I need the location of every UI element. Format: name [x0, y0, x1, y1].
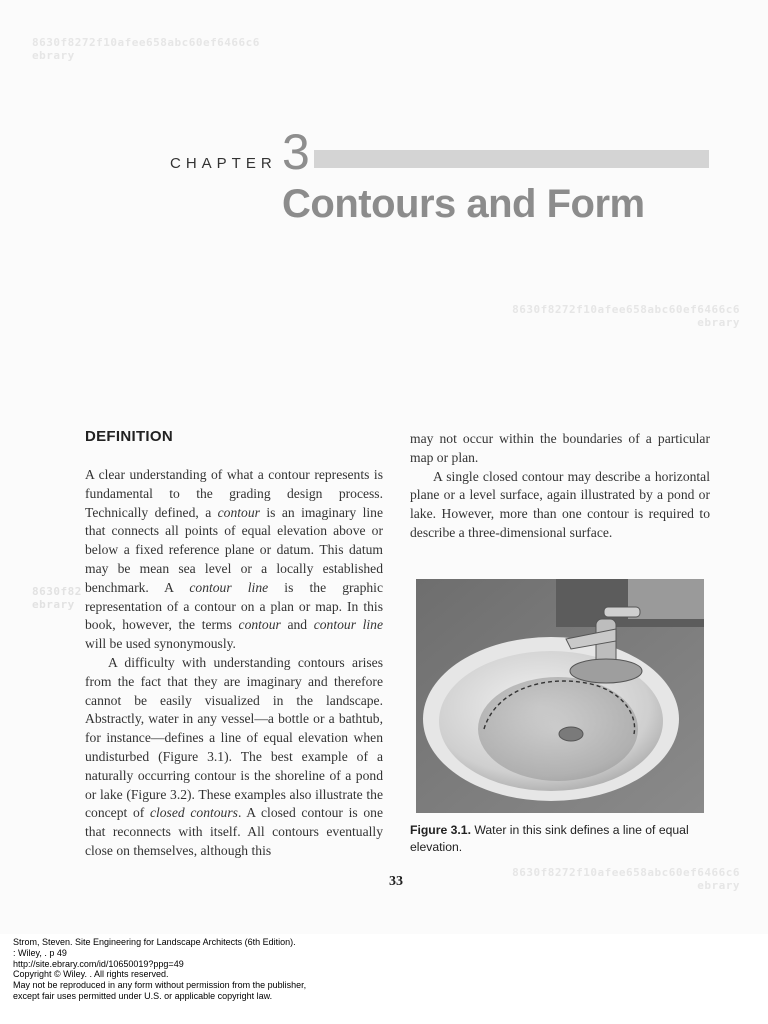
watermark-hash: 8630f8272f10afee658abc60ef6466c6	[32, 36, 260, 49]
watermark-hash: 8630f8272f10afee658abc60ef6466c6	[512, 866, 740, 879]
watermark-ebrary: ebrary	[32, 598, 75, 611]
emphasis: contour	[217, 504, 260, 520]
footer-line: Strom, Steven. Site Engineering for Landscape Architects (6th Edition).	[13, 937, 296, 947]
water-surface	[478, 677, 638, 781]
caption-label: Figure 3.1.	[410, 823, 471, 837]
emphasis: closed contours	[149, 805, 238, 821]
footer-line: Copyright © Wiley. . All rights reserved.	[13, 969, 169, 980]
section-heading: DEFINITION	[85, 428, 173, 445]
watermark-hash: 8630f8272f10afee658abc60ef6466c6	[512, 303, 740, 316]
footer-line: http://site.ebrary.com/id/10650019?ppg=49	[13, 958, 184, 969]
sink-illustration	[416, 579, 704, 813]
text-run: and	[280, 617, 314, 633]
chapter-label: CHAPTER	[170, 155, 277, 172]
body-column-right	[410, 430, 710, 543]
page-number: 33	[389, 874, 403, 889]
figure-caption	[410, 822, 710, 856]
drain	[559, 727, 583, 741]
footer-line: May not be reproduced in any form without permission from the publisher,	[13, 980, 307, 991]
faucet-base	[570, 659, 642, 683]
paragraph: A single closed contour may describe a horizontal plane or a level surface, again illustrated by a pond or lake. However, more than one contour is required to describe a three-dimensional surface.	[410, 468, 710, 540]
watermark-bottom-right	[512, 866, 740, 892]
emphasis: contour	[238, 617, 281, 633]
chapter-number: 3	[282, 124, 310, 180]
footer-line: : Wiley, . p 49	[13, 947, 67, 958]
citation-footer	[13, 937, 306, 1002]
emphasis: contour line	[189, 579, 269, 595]
figure-sink-photo	[416, 579, 704, 813]
watermark-top-left	[32, 36, 260, 62]
emphasis: contour line	[313, 617, 383, 633]
paragraph	[85, 466, 383, 654]
watermark-mid-right	[512, 303, 740, 329]
faucet-handle	[604, 607, 640, 617]
paragraph	[85, 654, 383, 861]
body-column-left	[85, 466, 383, 861]
watermark-ebrary: ebrary	[697, 879, 740, 892]
text-run: . A closed contour is one that reconnects with itself. All contours eventually close on themselves, although this	[85, 805, 383, 858]
text-run: will be used synonymously.	[85, 636, 236, 652]
paragraph: may not occur within the boundaries of a particular map or plan.	[410, 431, 710, 465]
text-run: is the graphic representation of a contour on a plan or map. In this book, however, the terms	[85, 579, 383, 633]
watermark-left-margin	[32, 585, 82, 611]
chapter-title: Contours and Form	[282, 182, 645, 226]
watermark-ebrary: ebrary	[697, 316, 740, 329]
watermark-hash-partial: 8630f82	[32, 585, 82, 598]
caption-text: Water in this sink defines a line of equal elevation.	[410, 823, 689, 854]
text-run: A difficulty with understanding contours arises from the fact that they are imaginary and therefore cannot be easily visualized in the landscape. Abstractly, water in any vessel—a bottle or a bathtub, for instance—defines a line of equal elevation when undisturbed (Figure 3.1). The best example of a naturally occurring contour is the shoreline of a pond or lake (Figure 3.2). These examples also illustrate the concept of	[85, 654, 383, 821]
chapter-rule-bar	[314, 150, 709, 168]
text-run: is an imaginary line that connects all points of equal elevation above or below a fixed reference plane or datum. This datum may be mean sea level or a locally established benchmark. A	[85, 504, 383, 595]
footer-line: except fair uses permitted under U.S. or applicable copyright law.	[13, 990, 273, 1001]
text-run: A clear understanding of what a contour represents is fundamental to the grading design process. Technically defined, a	[85, 467, 383, 520]
watermark-ebrary: ebrary	[32, 49, 75, 62]
